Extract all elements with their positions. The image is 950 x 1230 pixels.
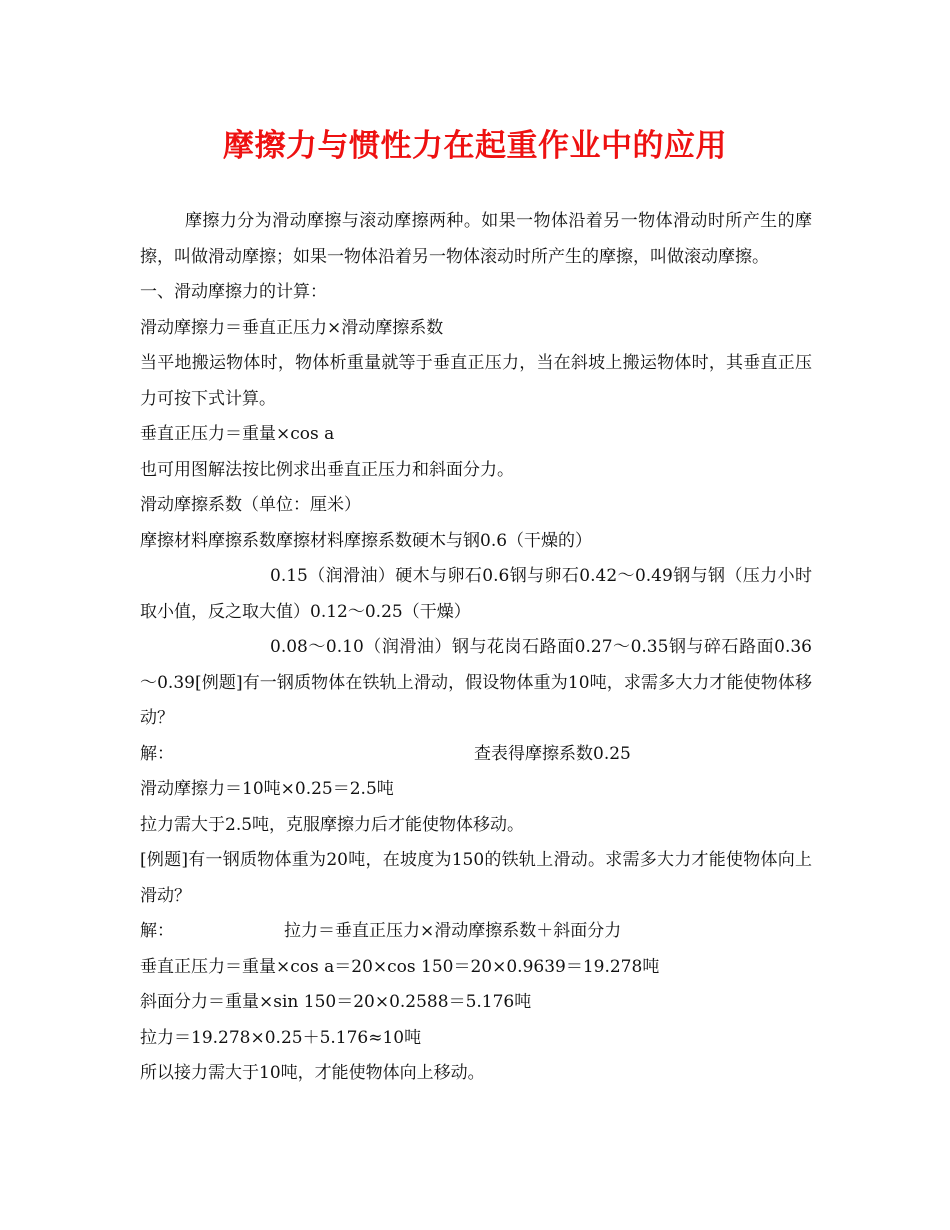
calculation-2: 垂直正压力＝重量×cos a＝20×cos 150＝20×0.9639＝19.278吨 [140,956,660,977]
solution-2-label: 解： [140,921,174,941]
solution-2-line [140,914,812,950]
table-title: 滑动摩擦系数（单位：厘米） [140,495,361,515]
solution-1-text: 查表得摩擦系数0.25 [474,743,631,764]
formula-friction: 滑动摩擦力＝垂直正压力×滑动摩擦系数 [140,317,444,338]
calculation-3: 斜面分力＝重量×sin 150＝20×0.2588＝5.176吨 [140,992,532,1012]
example-2: [例题]有一钢质物体重为20吨，在坡度为150的铁轨上滑动。求需多大力才能使物体向上滑动？ [140,850,812,906]
flat-ground-paragraph: 当平地搬运物体时，物体析重量就等于垂直正压力，当在斜坡上搬运物体时，其垂直正压力可按下式计算。 [140,353,812,409]
section-heading: 一、滑动摩擦力的计算： [140,282,327,302]
calculation-1: 滑动摩擦力＝10吨×0.25＝2.5吨 [140,779,394,799]
table-row-2: 0.15（润滑油）硬木与卵石0.6钢与卵石0.42～0.49钢与钢（压力小时取小值，反之取大值）0.12～0.25（干燥） [140,566,812,622]
conclusion-1: 拉力需大于2.5吨，克服摩擦力后才能使物体移动。 [140,814,525,835]
formula-normal-force: 垂直正压力＝重量×cos a [140,424,335,444]
document-body [140,204,812,1092]
calculation-4: 拉力＝19.278×0.25＋5.176≈10吨 [140,1027,422,1048]
intro-paragraph: 摩擦力分为滑动摩擦与滚动摩擦两种。如果一物体沿着另一物体滑动时所产生的摩擦，叫做滑动摩擦；如果一物体沿着另一物体滚动时所产生的摩擦，叫做滚动摩擦。 [140,211,812,267]
solution-1-line [140,737,812,773]
solution-1-label: 解： [140,743,174,764]
graphic-method-paragraph: 也可用图解法按比例求出垂直正压力和斜面分力。 [140,459,514,480]
solution-2-text: 拉力＝垂直正压力×滑动摩擦系数＋斜面分力 [284,921,622,941]
table-row-1: 摩擦材料摩擦系数摩擦材料摩擦系数硬木与钢0.6（干燥的） [140,530,593,551]
table-row-3: 0.08～0.10（润滑油）钢与花岗石路面0.27～0.35钢与碎石路面0.36～0.39[例题]有一钢质物体在铁轨上滑动，假设物体重为10吨，求需多大力才能使物体移动？ [140,637,812,728]
document-title: 摩擦力与惯性力在起重作业中的应用 [223,128,727,164]
conclusion-2: 所以接力需大于10吨，才能使物体向上移动。 [140,1063,485,1083]
